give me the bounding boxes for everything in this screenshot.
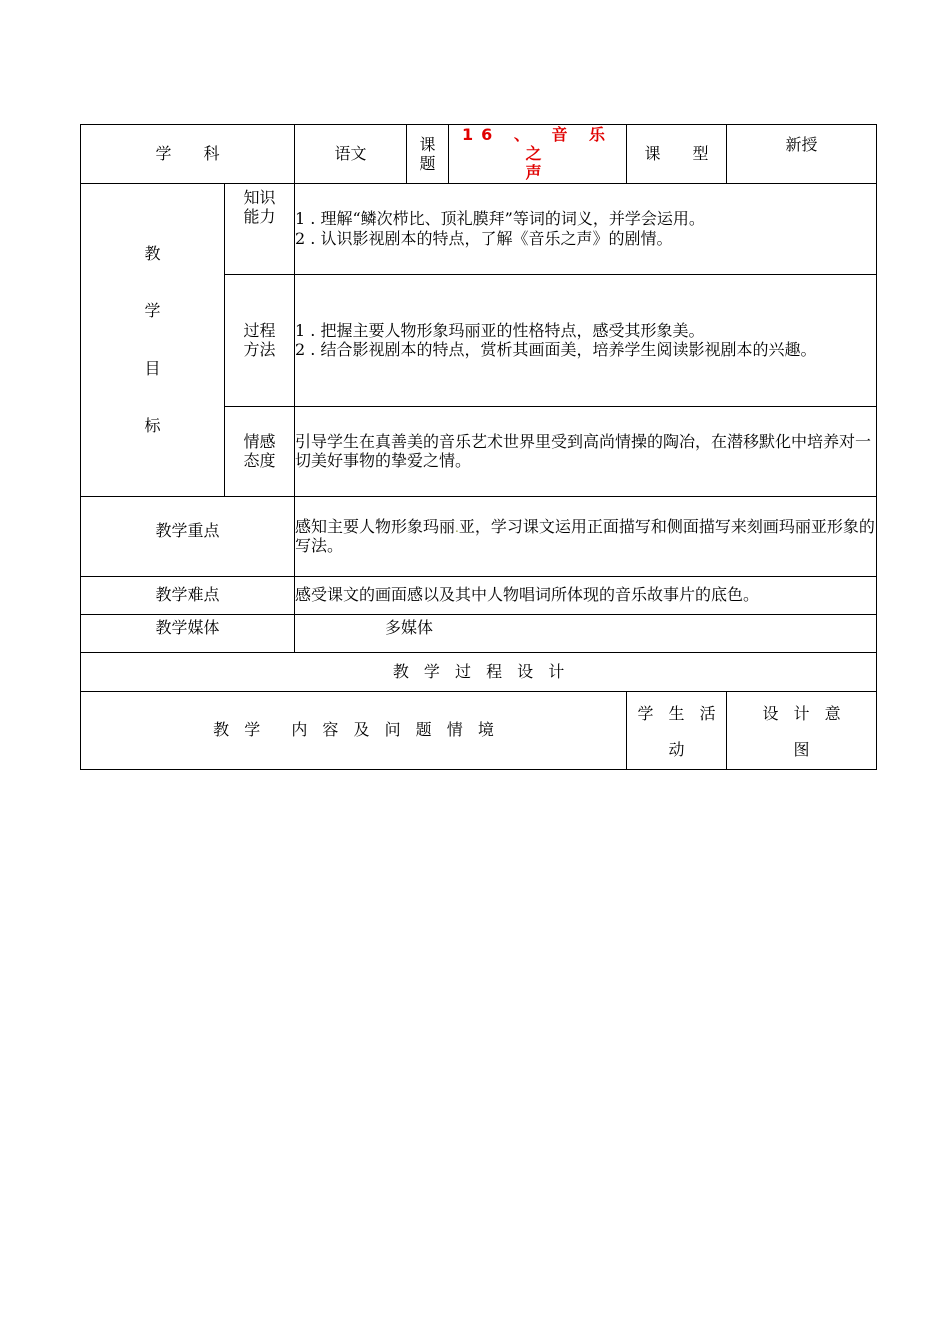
objective-label-line: 情感	[243, 431, 276, 451]
header-row	[81, 125, 877, 184]
objective-label-line: 过程	[243, 320, 276, 340]
stray-dot: .	[455, 520, 459, 535]
lesson-title	[449, 125, 627, 184]
lesson-plan-table	[80, 124, 877, 770]
objectives-label-char: 标	[144, 415, 161, 435]
key-points-text-part: 感知主要人物形象玛丽	[295, 516, 456, 536]
title-label-line2: 题	[419, 153, 436, 173]
difficulties-text: 感受课文的画面感以及其中人物唱词所体现的音乐故事片的底色。	[295, 576, 877, 614]
objective-item: 1 . 把握主要人物形象玛丽亚的性格特点，感受其形象美。	[295, 320, 705, 340]
process-col-student-line: 动	[668, 739, 685, 759]
objective-label-process	[225, 274, 295, 406]
key-points-row	[81, 496, 877, 576]
objectives-label-char: 教	[144, 244, 161, 264]
difficulties-row	[81, 576, 877, 614]
process-col-student-line: 学 生 活	[637, 703, 716, 723]
media-label: 教学媒体	[81, 614, 295, 652]
objective-item: 2 . 认识影视剧本的特点，了解《音乐之声》的剧情。	[295, 228, 673, 248]
lesson-title-line2: 声	[525, 163, 550, 183]
objective-label-line: 态度	[243, 451, 276, 471]
process-col-content: 教 学 内 容 及 问 题 情 境	[81, 691, 627, 769]
objective-item: 1 . 理解“鳞次栉比、顶礼膜拜”等词的词义，并学会运用。	[295, 209, 705, 229]
type-label: 课 型	[627, 125, 727, 184]
objective-label-knowledge	[225, 183, 295, 274]
media-text: 多媒体	[295, 614, 877, 652]
objective-text-knowledge	[295, 183, 877, 274]
type-value: 新授	[727, 125, 877, 184]
key-points-text	[295, 496, 877, 576]
lesson-title-line1: 16 、 音 乐 之	[462, 125, 614, 164]
objective-label-line: 方法	[243, 340, 276, 360]
objective-label-line: 能力	[243, 206, 276, 226]
objective-text-emotion	[295, 406, 877, 496]
process-col-intent-line: 图	[793, 739, 810, 759]
process-heading-row	[81, 652, 877, 691]
process-columns-row	[81, 691, 877, 769]
objective-label-emotion	[225, 406, 295, 496]
process-col-intent	[727, 691, 877, 769]
process-col-student	[627, 691, 727, 769]
key-points-label: 教学重点	[81, 496, 295, 576]
title-label	[407, 125, 449, 184]
subject-value: 语文	[295, 125, 407, 184]
objective-text-process	[295, 274, 877, 406]
objective-item: 2 . 结合影视剧本的特点，赏析其画面美，培养学生阅读影视剧本的兴趣。	[295, 340, 817, 360]
key-points-text-part: 亚，学习课文运用正面描写和侧面描写来刻画玛丽亚形象的写法。	[295, 516, 875, 556]
objective-item: 引导学生在真善美的音乐艺术世界里受到高尚情操的陶冶，在潜移默化中培养对一切美好事物的挚爱之情。	[295, 431, 872, 471]
objective-row-knowledge	[81, 183, 877, 274]
objectives-label-char: 学	[144, 301, 161, 321]
title-label-line1: 课	[419, 134, 436, 154]
objectives-group-label	[81, 183, 225, 496]
process-col-intent-line: 设 计 意	[762, 703, 841, 723]
difficulties-label: 教学难点	[81, 576, 295, 614]
media-row	[81, 614, 877, 652]
objectives-label-char: 目	[144, 358, 161, 378]
process-heading: 教 学 过 程 设 计	[81, 652, 877, 691]
subject-label: 学 科	[81, 125, 295, 184]
objective-label-line: 知识	[243, 187, 276, 207]
